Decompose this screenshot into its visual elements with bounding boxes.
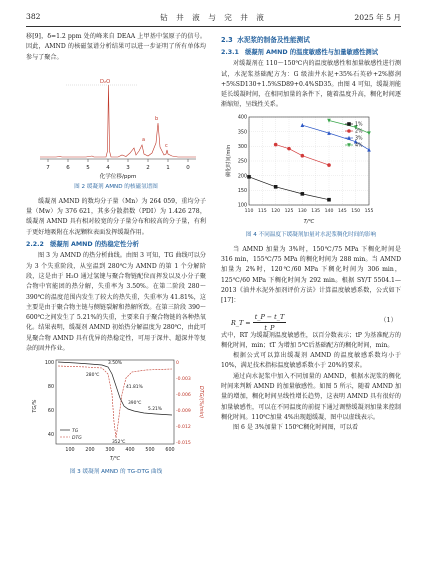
nmr-annotation-b: b [155,115,159,122]
legend-label: 2% [355,129,363,135]
tg-ann-390: 390℃ [128,401,142,407]
y-tick-label: 150 [237,188,247,194]
tg-x-tick-200: 200 [85,448,95,454]
dtg-tick-0012: -0.012 [176,425,191,431]
chart-x-ticks [245,208,374,214]
data-point [327,163,331,167]
nmr-peak-label: D₂O [100,78,111,85]
nmr-spectrum-trace [40,85,196,157]
tg-tick-80: 80 [47,385,54,391]
tg-tick-60: 60 [47,409,54,415]
x-tick-label: 140 [324,208,334,214]
formula-explanation-paragraph: 式中，RT 为缓凝剂温度敏感性，以百分数表示；tP 为基准配方的稠化时间，min；tT 为增加 5℃后基础配方的稠化时间，min。 [221,331,401,349]
figure-2-caption: 图 2 缓凝剂 AMND 的核磁氢谱图 [74,183,158,190]
section-2-2-2-heading [26,240,206,250]
equation-body [231,312,286,334]
legend-tg: TG [72,429,79,435]
data-point [347,129,351,133]
equation-denominator: t_P [264,323,275,332]
x-tick-label: 145 [337,208,347,214]
section-2-3-number: 2.3 [221,36,233,44]
nmr-tick-0: 0 [186,164,190,171]
data-point [301,192,305,196]
data-point [274,143,278,147]
x-tick-label: 115 [257,208,267,214]
y-tick-label: 350 [237,130,247,136]
dtg-tick-0003: -0.003 [176,377,191,383]
header-rule [26,26,401,27]
figure-4-caption: 图 4 不同温度下缓凝剂加量对水泥浆稠化时间的影响 [245,231,377,238]
tg-x-tick-300: 300 [105,448,115,454]
tg-ann-350pct: 3.50% [108,361,122,367]
nmr-spectrum-figure [26,63,206,181]
legend-label: 1% [355,122,363,128]
nmr-tick-6: 6 [66,164,70,171]
figure-6-intro-paragraph: 图 6 是 3%加量下 150℃稠化时间图，可以看 [233,424,359,432]
thickening-time-chart [221,111,401,229]
y-tick-label: 250 [237,159,247,165]
section-2-2-2-number: 2.2.2 [26,241,44,249]
nmr-tick-4: 4 [106,164,110,171]
dtg-y-label: DTG/(%/min) [198,386,204,419]
tg-y-label: TG/% [32,399,38,414]
x-tick-label: 125 [284,208,294,214]
series-line [249,177,329,200]
dtg-tick-0015: -0.015 [176,441,191,447]
issue-date: 2025 年 5 月 [354,13,401,22]
tg-dtg-legend [60,428,82,441]
data-point [327,198,331,202]
temperature-sensitivity-paragraph: 对缓凝剂在 110～150℃内的温度敏感性和加量敏感性进行测试，水泥浆基础配方为：G 级油井水泥+35%石英砂+2%膨润+5%SD130+1.5%SD89+0.4%SD35。由图 4 可知，缓凝剂能延长缓凝时间，在相同加量的条件下，随着温度升高，稠化时间逐渐缩短，呈线性关系。 [221,60,401,109]
dtg-ann-352: 352℃ [112,440,126,446]
chart-y-label: 稠化时间/min [226,144,232,177]
tg-x-tick-400: 400 [125,448,135,454]
section-2-3-1-heading [221,48,401,58]
equation-1 [221,309,401,332]
chart-legend [345,121,363,148]
series-4pct [327,119,371,136]
tg-x-tick-100: 100 [65,448,75,454]
tg-x-tick-600: 600 [165,448,175,454]
page-number: 382 [26,12,41,21]
running-header [26,12,401,26]
temperature-coefficient-paragraph: 根据公式可以算出缓凝剂 AMND 的温度敏感系数均小于 10%，满足技术指标温度敏感系数小于 20%的要求。 [221,352,401,370]
x-tick-label: 135 [311,208,321,214]
legend-label: 3% [355,136,363,142]
equation-numerator: t_P − t_T [253,312,287,323]
molecular-weight-paragraph: 缓凝剂 AMND 的数均分子量（Mn）为 264 059，重均分子量（Mw）为 376 621，其多分散指数（PDI）为 1.426 278，缓凝剂 AMND 具有相对较宽的分子量分布和较高的分子量，有利于更好地吸附在水泥颗粒表面发挥缓凝作用。 [26,197,206,236]
y-tick-label: 100 [237,203,247,209]
data-point [274,185,278,189]
tg-tick-100: 100 [44,361,54,367]
y-tick-label: 400 [237,115,247,121]
data-point [367,147,371,151]
tg-ann-280: 280℃ [86,373,100,379]
x-tick-label: 120 [271,208,281,214]
data-point [347,122,351,126]
nmr-tick-5: 5 [86,164,90,171]
nmr-annotation-a: a [142,136,146,143]
dtg-tick-0: 0 [176,361,179,367]
legend-item [345,135,363,141]
legend-item [345,128,363,134]
dosage-sensitivity-paragraph: 通过向水泥浆中加入不同加量的 AMND，根据水泥浆的稠化时间来判断 AMND 的加量敏感性。如图 5 所示，随着 AMND 加量的增加，稠化时间呈线性增长趋势，这表明 AMND 具有很好的加量敏感性，可以在不同温度的前提下通过调整缓凝剂加量来控制稠化时间。110℃加量 4%出现超缓凝，图中以虚线表示。 [221,372,401,421]
intro-paragraph: 移[9]，δ=1.2 ppm 处的峰来自 DEAA 上甲基中氢原子的信号。因此，AMND 的核磁氢谱分析结果可以进一步证明了所有单体均参与了聚合。 [26,33,206,61]
equation-number: （1） [380,315,397,324]
chart-y-ticks [238,114,247,208]
nmr-annotation-c: c [165,142,168,149]
tg-x-tick-500: 500 [145,448,155,454]
nmr-tick-1: 1 [166,164,170,171]
chart-grid [249,117,369,205]
x-tick-label: 110 [244,208,254,214]
data-point [301,154,305,158]
tg-ann-521pct: 5.21% [148,407,162,413]
section-2-2-2-title: 缓凝剂 AMND 的热稳定性分析 [49,241,139,249]
data-point [247,175,251,179]
nmr-tick-2: 2 [146,164,150,171]
x-tick-label: 155 [364,208,374,214]
section-2-3-1-number: 2.3.1 [221,49,239,56]
nmr-tick-3: 3 [126,164,130,171]
journal-name: 钻 井 液 与 完 井 液 [160,13,267,22]
equation-lhs: R_T = [231,318,251,327]
data-point [287,147,291,151]
nmr-tick-7: 7 [46,164,50,171]
left-column [26,32,206,482]
tg-ann-4181pct: 41.81% [126,385,143,391]
chart-x-label: T/℃ [303,218,315,225]
tg-dtg-figure [26,354,206,466]
data-point [367,131,371,135]
nmr-x-ticks [48,159,188,162]
y-tick-label: 200 [237,174,247,180]
legend-label: 4% [355,143,363,149]
dosage-3pct-paragraph: 当 AMND 加量为 3%时，150℃/75 MPa 下稠化时间是 316 min，155℃/75 MPa 的稠化时间为 288 min。当 AMND 加量为 2%时，120℃/60 MPa 下稠化时间为 306 min，125℃/60 MPa 下稠化时间为 292 min。根据 SY/T 5504.1—2013《油井水泥外加剂评价方法》计算温度敏感系数，公式如下[17]： [221,245,401,305]
dtg-curve [58,366,172,438]
thermal-analysis-paragraph: 图 3 为 AMND 的热分析曲线。由图 3 可知，TG 曲线可以分为 3 个失重阶段，从室温到 280℃为 AMND 的第 1 个分解阶段，这是由于 H₂O 通过氢键与聚合物链配位而挥发以及小分子聚合物中官能团的热分解，失重率为 3.50%。在第二阶段 280～390℃的温度范围内发生了较大的热失重，失重率为 41.81%，这主要是由于聚合物主链与侧链裂解和热解所致。在第三阶段 390～600℃之间发生了 5.21%的失重，主要来自于聚合物链的各种热氧化。结果表明，缓凝剂 AMND 初始热分解温度为 280℃，由此可见聚合物 AMND 具有优异的热稳定性，可用于深井、超深井等复杂的固井作业。 [26,252,206,353]
legend-item [345,121,363,127]
section-2-3-1-title: 缓凝剂 AMND 的温度敏感性与加量敏感性测试 [244,49,379,56]
data-point [301,123,305,127]
dtg-tick-0009: -0.009 [176,409,191,415]
tg-x-label: T/℃ [109,456,121,463]
tg-tick-40: 40 [47,433,54,439]
x-tick-label: 130 [297,208,307,214]
equation-fraction [253,312,287,334]
y-tick-label: 300 [237,144,247,150]
nmr-x-label: 化学位移/ppm [99,173,137,180]
section-2-3-title: 水泥浆的制备及性能测试 [237,36,310,44]
section-2-3-heading [221,35,401,46]
legend-dtg: DTG [72,436,82,442]
figure-3-caption: 图 3 缓凝剂 AMND 的 TG-DTG 曲线 [69,469,163,476]
legend-item [345,142,363,148]
dtg-tick-0006: -0.006 [176,393,191,399]
right-column [221,32,401,434]
x-tick-label: 150 [351,208,361,214]
